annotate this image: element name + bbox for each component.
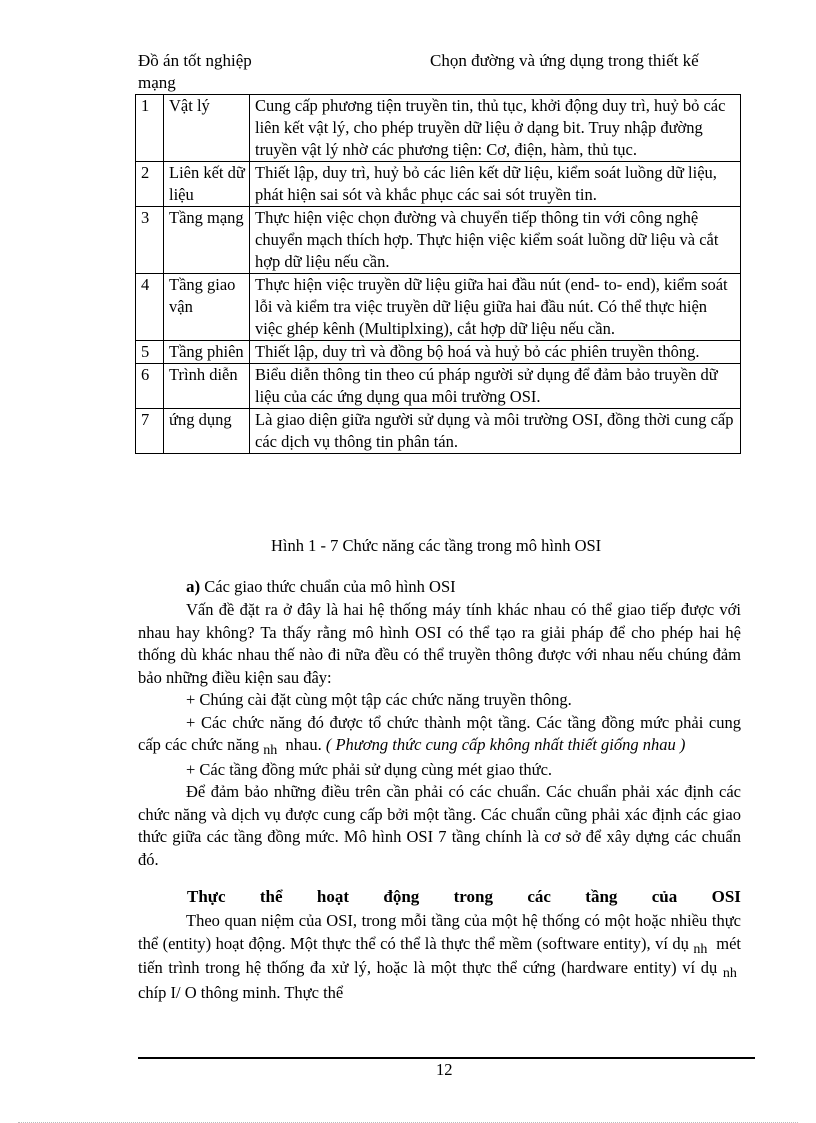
heading-word: thể: [259, 887, 283, 906]
table-row: [136, 162, 741, 207]
section-a-text: Các giao thức chuẩn của mô hình OSI: [204, 577, 456, 596]
section-a-marker: a): [186, 577, 201, 596]
heading-word: trong: [453, 887, 493, 906]
layer-number: 5: [136, 341, 164, 364]
page-number: 12: [436, 1060, 453, 1079]
layer-number: 3: [136, 207, 164, 274]
layer-name: Liên kết dữ liệu: [164, 162, 250, 207]
heading-word: hoạt: [316, 887, 350, 906]
header-left: [138, 50, 288, 94]
layer-number: 6: [136, 364, 164, 409]
body-text-2: [138, 910, 741, 1004]
bullet-1: + Chúng cài đặt cùng một tập các chức năng truyền thông.: [186, 690, 572, 709]
layer-name: Tầng mạng: [164, 207, 250, 274]
section-heading: [187, 887, 741, 907]
layer-name: Trình diễn: [164, 364, 250, 409]
header-left-line2: mạng: [138, 73, 176, 92]
layer-description: Biểu diễn thông tin theo cú pháp người sử dụng để đảm bảo truyền dữ liệu của các ứng dụng qua môi trường OSI.: [250, 364, 741, 409]
p3-nh2: nh: [722, 966, 737, 981]
bullet-2-italic: ( Phương thức cung cấp không nhất thiết giống nhau ): [325, 735, 686, 754]
bullet-2: [138, 712, 741, 759]
layer-description: Thiết lập, duy trì, huỷ bỏ các liên kết dữ liệu, kiểm soát luồng dữ liệu, phát hiện sai sót và khắc phục các sai sót truyền tin.: [250, 162, 741, 207]
layer-name: Tầng giao vận: [164, 274, 250, 341]
header-right: Chọn đường và ứng dụng trong thiết kế: [430, 51, 699, 70]
p3-part2: mét tiến trình trong hệ thống đa xử lý, hoặc là một thực thể cứng (hardware entity) ví dụ: [138, 933, 742, 977]
table-row: [136, 341, 741, 364]
table-row: [136, 207, 741, 274]
p3-part3: chíp I/ O thông minh. Thực thể: [138, 982, 344, 1002]
body-text-1: [138, 599, 741, 871]
heading-word: Thực: [187, 887, 226, 906]
layer-number: 4: [136, 274, 164, 341]
p3-nh1: nh: [693, 941, 708, 957]
heading-word: OSI: [711, 887, 741, 906]
table-row: [136, 274, 741, 341]
table-row: [136, 364, 741, 409]
layer-name: Vật lý: [164, 95, 250, 162]
layer-description: Thực hiện việc chọn đường và chuyển tiếp thông tin với công nghệ chuyển mạch thích hợp. Thực hiện việc kiểm soát luồng dữ liệu và cắt hợp dữ liệu nếu cần.: [250, 207, 741, 274]
table-row: [136, 95, 741, 162]
layer-description: Là giao diện giữa người sử dụng và môi trường OSI, đồng thời cung cấp các dịch vụ thông tin phân tán.: [250, 409, 741, 454]
bullet-3: + Các tầng đồng mức phải sử dụng cùng mét giao thức.: [186, 759, 553, 779]
table-row: [136, 409, 741, 454]
layer-number: 2: [136, 162, 164, 207]
bullet-2-main: + Các chức năng đó được tổ chức thành một tầng. Các tầng đồng mức phải cung cấp các chức năng: [138, 712, 741, 754]
osi-layers-table: [135, 94, 741, 454]
layer-number: 1: [136, 95, 164, 162]
footer-rule: [138, 1057, 755, 1059]
heading-word: tầng: [585, 887, 618, 906]
figure-caption: Hình 1 - 7 Chức năng các tầng trong mô hình OSI: [271, 536, 602, 555]
paragraph-3: [138, 910, 741, 1004]
heading-word: động: [383, 887, 420, 906]
layer-name: Tầng phiên: [164, 341, 250, 364]
header-left-line1: Đồ án tốt nghiệp: [138, 51, 252, 70]
layer-description: Cung cấp phương tiện truyền tin, thủ tục, khởi động duy trì, huỷ bỏ các liên kết vật lý, cho phép truyền dữ liệu ở dạng bit. Truy nhập đường truyền vật lý nhờ các phương tiện: Cơ, điện, hàm, thủ tục.: [250, 95, 741, 162]
p3-part1: Theo quan niệm của OSI, trong mỗi tầng của một hệ thống có một hoặc nhiều thực thể (entity) hoạt động. Một thực thể có thể là thực thể mềm (software entity), ví dụ: [138, 911, 741, 953]
bullet-2-after: nhau.: [285, 735, 322, 754]
layer-description: Thiết lập, duy trì và đồng bộ hoá và huỷ bỏ các phiên truyền thông.: [250, 341, 741, 364]
paragraph-2: Để đảm bảo những điều trên cần phải có các chuẩn. Các chuẩn phải xác định các chức năng và dịch vụ được cung cấp bởi một tầng. Các chuẩn cũng phải xác định các giao thức giữa các tầng đồng mức. Mô hình OSI 7 tầng chính là cơ sở để xây dựng các chuẩn đó.: [138, 782, 741, 869]
layer-number: 7: [136, 409, 164, 454]
layer-name: ứng dụng: [164, 409, 250, 454]
bullet-2-nh: nh: [263, 743, 278, 758]
paragraph-1: Vấn đề đặt ra ở đây là hai hệ thống máy tính khác nhau có thể giao tiếp được với nhau hay không? Ta thấy rằng mô hình OSI có thể tạo ra giải pháp để cho phép hai hệ thống dù khác nhau thế nào đi nữa đều có thể truyền thông được với nhau nếu chúng đảm bảo những điều kiện sau đây:: [138, 600, 741, 687]
layer-description: Thực hiện việc truyền dữ liệu giữa hai đầu nút (end- to- end), kiểm soát lỗi và kiểm tra việc truyền dữ liệu giữa hai đầu nút. Có thể thực hiện việc ghép kênh (Multiplxing), cắt hợp dữ liệu nếu cần.: [250, 274, 741, 341]
section-a-title: [186, 576, 456, 598]
heading-word: của: [651, 887, 678, 906]
heading-word: các: [527, 887, 551, 906]
